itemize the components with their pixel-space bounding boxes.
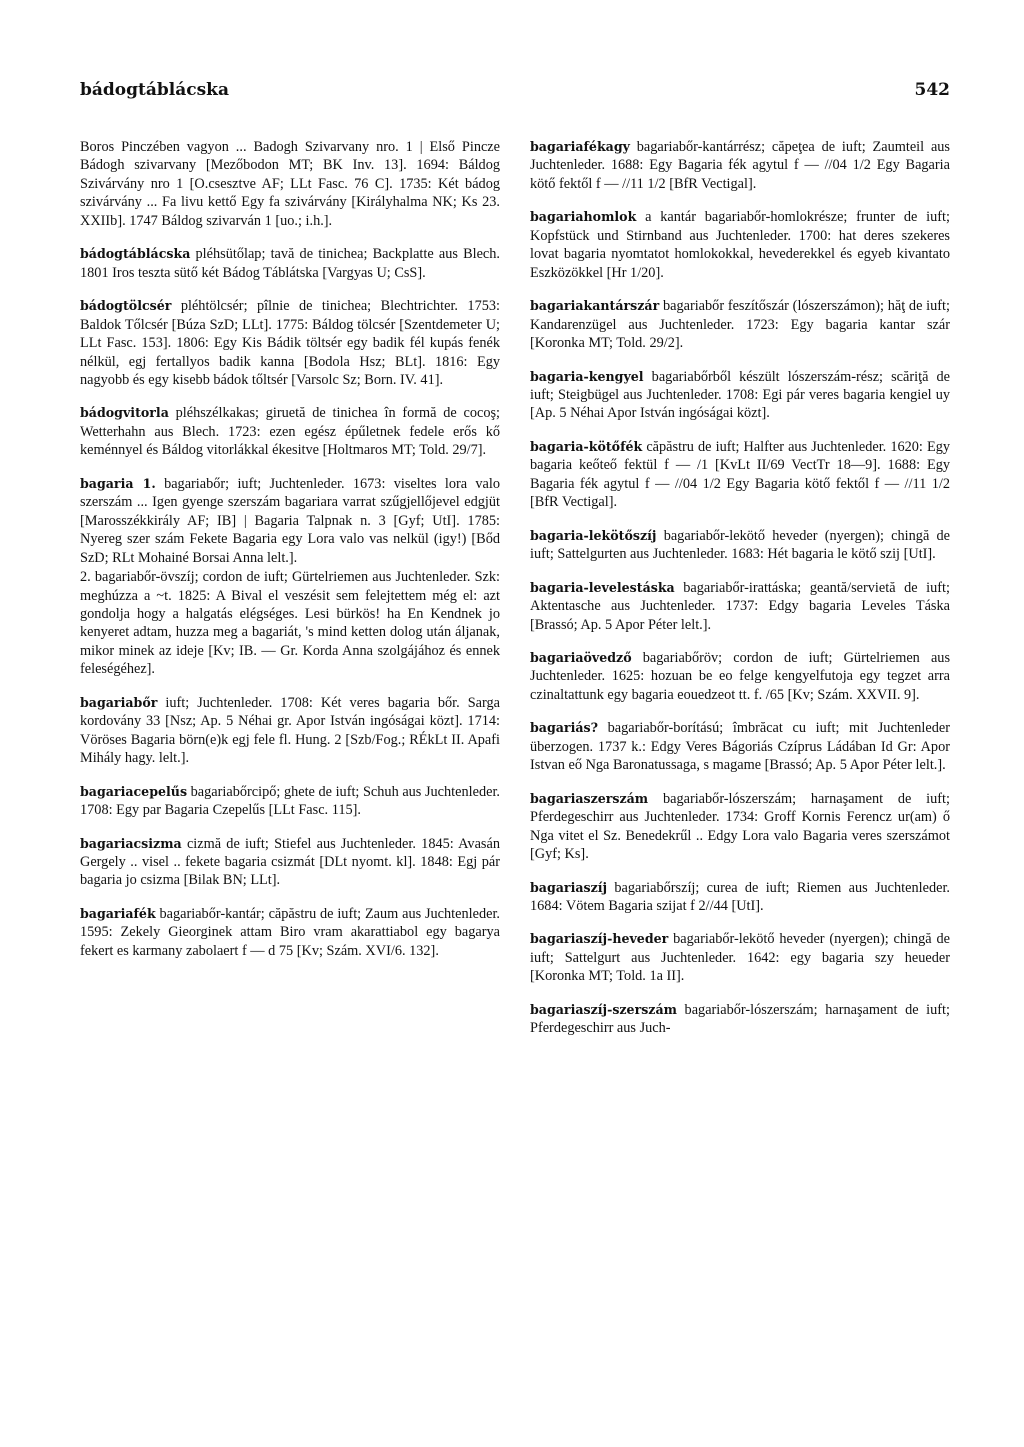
running-head: bádogtáblácska — [80, 80, 229, 100]
dictionary-entry — [530, 579, 950, 634]
entry-body: cizmă de iuft; Stiefel aus Juchtenleder. 1845: Avasán Gergely .. visel .. fekete bagaria csizmát [DLt nyomt. kl]. 1848: Egj pár bagaria jo csizma [Bilak BN; LLt]. — [80, 835, 500, 889]
page-header — [80, 80, 950, 100]
entry-headword: bagariaszíj-heveder — [530, 931, 669, 947]
dictionary-entry — [530, 930, 950, 985]
entry-body: bagariabőrszíj; curea de iuft; Riemen aus Juchtenleder. 1684: Vötem Bagaria szijat f 2//44 [UtI]. — [530, 879, 950, 914]
entry-headword: bagariabőr — [80, 694, 158, 710]
dictionary-entry — [80, 138, 500, 230]
dictionary-entry — [80, 694, 500, 768]
entry-headword: bagariafék — [80, 905, 156, 921]
dictionary-entry — [530, 297, 950, 352]
entry-body: iuft; Juchtenleder. 1708: Két veres bagaria bőr. Sarga kordovány 33 [Nsz; Ap. 5 Néhai gr. Apor István ingóságai közt]. 1714: Vöröses Bagaria börn(e)k egj fele fl. Hung. 2 [Szb/Fog.; RÉkLt II. Apafi Mihály hagy. lelt.]. — [80, 694, 501, 767]
entry-body: a kantár bagariabőr-homlokrésze; frunter de iuft; Kopfstück und Stirnband aus Juchtenleder. 1700: hat deres szekeres lovat bagaria nyomtatot homlokokkal, hevederekkel és egyeb kivantato Eszközökkel [Hr 1/20]. — [530, 209, 950, 281]
dictionary-entry — [80, 905, 500, 960]
dictionary-entry — [530, 790, 950, 864]
dictionary-entry — [80, 297, 500, 389]
entry-body: bagariabőr-kantárrész; căpeţea de iuft; Zaumteil aus Juchtenleder. 1688: Egy Bagaria fék agytul f — //04 1/2 Egy Bagaria kötő fektől f — //11 1/2 [BfR Vectigal]. — [530, 139, 950, 192]
entry-headword: bagariahomlok — [530, 209, 637, 225]
entry-headword: bagariacsizma — [80, 835, 182, 851]
entry-headword: bádogvitorla — [80, 405, 169, 421]
entry-headword: bagaria-lekötőszíj — [530, 527, 657, 543]
dictionary-entry — [530, 879, 950, 916]
left-column — [80, 138, 500, 975]
entry-headword: bagaria-levelestáska — [530, 579, 675, 595]
entry-headword: bádogtáblácska — [80, 246, 191, 262]
entry-headword: bagariás? — [530, 720, 598, 736]
entry-body: pléhsütőlap; tavă de tinichea; Backplatte aus Blech. 1801 Iros teszta sütő két Bádog Táblátska [Vargyas U; CsS]. — [80, 246, 500, 281]
entry-body: căpăstru de iuft; Halfter aus Juchtenleder. 1620: Egy bagaria keőteő fektül f — /1 [KvLt II/69 VectTr 18—9]. 1688: Egy Bagaria fék agytul f — //04 1/2 Egy Bagaria kötő fektől f — //11 1/2 [BfR Vectigal]. — [530, 438, 950, 511]
dictionary-entry — [530, 527, 950, 564]
entry-body: bagariabőr-lószerszám; harnaşament de iuft; Pferdegeschirr aus Juchtenleder. 1734: Groff Kornis Ferencz ur(am) ő Nga vitet el Sz. Benedekrűl .. Edgy Lora valo Bagaria veres szerszámot [Gyf; Ks]. — [530, 790, 951, 863]
dictionary-entry — [80, 245, 500, 282]
entry-headword: bagariafékagy — [530, 139, 630, 154]
entry-body: bagariabőr-borítású; îmbrăcat cu iuft; mit Juchtenleder überzogen. 1737 k.: Edgy Veres Bágoriás Czíprus Ládában Id Gr: Apor Istvan eő Nga Baronatussaga, s magame [Brassó; Ap. 5 Apor Péter lelt.]. — [530, 720, 950, 774]
entry-body: bagariabőr-lekötő heveder (nyergen); chingă de iuft; Sattelgurten aus Juchtenleder. 1683: Hét bagaria le kötő szij [UtI]. — [530, 527, 950, 563]
dictionary-entry — [80, 835, 500, 890]
entry-headword: bagariaszíj-szerszám — [530, 1001, 677, 1017]
entry-body: pléhszélkakas; giruetă de tinichea în formă de cocoş; Wetterhahn aus Blech. 1723: ezen egész épűletnek fedele erős kő keménnyel és Báldog vitorlákkal ékesitve [Holtmaros MT; Told. 29/7]. — [80, 405, 500, 459]
page-number: 542 — [914, 80, 950, 100]
entry-body: bagariabőr-irattáska; geantă/servietă de iuft; Aktentasche aus Juchtenleder. 1737: Edgy bagaria Leveles Táska [Brassó; Ap. 5 Apor Péter lelt.]. — [530, 579, 950, 633]
dictionary-entry — [530, 208, 950, 282]
entry-headword: bádogtölcsér — [80, 298, 172, 314]
entry-headword: bagaria 1. — [80, 475, 156, 491]
entry-headword: bagaria-kengyel — [530, 368, 644, 384]
entry-body: bagariabőr-lekötő heveder (nyergen); chingă de iuft; Sattelgurt aus Juchtenleder. 1642: egy bagaria szy heueder [Koronka MT; Told. 1a II]. — [530, 931, 950, 985]
dictionary-entry — [80, 404, 500, 459]
dictionary-entry — [530, 368, 950, 423]
entry-headword: bagariaszíj — [530, 879, 608, 895]
entry-body: bagariabőr feszítőszár (lószerszámon); hăţ de iuft; Kandarenzügel aus Juchtenleder. 1723: Egy bagaria kantar szár [Koronka MT; Told. 29/2]. — [530, 298, 950, 352]
dictionary-entry — [80, 568, 500, 679]
right-column — [530, 138, 950, 1053]
dictionary-entry — [530, 138, 950, 193]
entry-headword: bagaria-kötőfék — [530, 438, 643, 454]
entry-body: Boros Pinczében vagyon ... Badogh Szivarvany nro. 1 | Első Pincze Bádogh szivarvany [Mezőbodon MT; BK Inv. 13]. 1694: Báldog Szivárvány nro 1 [O.csesztve AF; LLt Fasc. 76 C]. 1735: Két bádog szivárvány ... Fa livu kettő Egy fa szivárvány [Királyhalma NK; Ks 23. XXIIb]. 1747 Báldog szivarván 1 [uo.; i.h.]. — [80, 139, 500, 229]
entry-body: bagariabőr-lószerszám; harnaşament de iuft; Pferdegeschirr aus Juch- — [530, 1001, 951, 1037]
entry-body: 2. bagariabőr-övszíj; cordon de iuft; Gürtelriemen aus Juchtenleder. Szk: meghúzza a ~t. 1825: A Bival el veszésit sem felejtettem még el: azt gondolja hogy a halgatás elégséges. Lesi bürkös! ha En Kendnek jo kenyeret adtam, huzza meg a bagariát, 's mind ketten dolog után áljanak, mikor minek az ideje [Kv; IB. — Gr. Korda Anna szolgájához és ennek feleségéhez]. — [80, 569, 500, 678]
entry-headword: bagariacepelűs — [80, 783, 188, 799]
entry-body: bagariabőr-kantár; căpăstru de iuft; Zaum aus Juchtenleder. 1595: Zekely Gieorginek attam Biro vram akarattiabol egy bagarya fekert es karmany zabolaert f — d 75 [Kv; Szám. XVI/6. 132]. — [80, 905, 501, 959]
dictionary-entry — [80, 783, 500, 820]
entry-body: bagariabőrcipő; ghete de iuft; Schuh aus Juchtenleder. 1708: Egy par Bagaria Czepelűs [LLt Fasc. 115]. — [80, 783, 500, 819]
entry-body: bagariabőröv; cordon de iuft; Gürtelriemen aus Juchtenleder. 1625: hozuan be eo felge kengyelfutoja egy tegzet arra czinaltattunk egy bagaria eouedzeot tt. f. /65 [Kv; Szám. XXVII. 9]. — [530, 649, 951, 703]
entry-body: bagariabőrből készült lószerszám-rész; scăriţă de iuft; Steigbügel aus Juchtenleder. 1708: Egi pár veres bagaria kengiel uy [Ap. 5 Néhai Apor István ingóságai közt]. — [530, 368, 951, 422]
dictionary-entry — [530, 719, 950, 774]
entry-headword: bagariaövedző — [530, 649, 632, 665]
entry-headword: bagariakantárszár — [530, 298, 660, 314]
dictionary-entry — [80, 475, 500, 567]
entry-headword: bagariaszerszám — [530, 790, 649, 806]
entry-body: pléhtölcsér; pîlnie de tinichea; Blechtrichter. 1753: Baldok Tőlcsér [Búza SzD; LLt]. 1775: Báldog tölcsér [Szentdemeter U; LLt Fasc. 153]. 1806: Egy Kis Bádik töltsér egy badik fél kupás fenék nélkül, egj fertallyos badik kanna [Bodola Hsz; BLt]. 1816: Egy nagyobb és egy kisebb bádok tőltsér [Varsolc Sz; Born. IV. 41]. — [80, 298, 500, 388]
dictionary-entry — [530, 649, 950, 704]
entry-body: bagariabőr; iuft; Juchtenleder. 1673: viseltes lora valo szerszám ... Igen gyenge szerszám bagariara varrat szűgjellőjevel edgjüt [Marosszékkirály AF; IB] | Bagaria Talpnak n. 3 [Gyf; UtI]. 1785: Nyereg szer szám Fekete Bagaria egy Lora valo vas nelkül (igy!) [Bőd SzD; RLt Mohainé Borsai Anna lelt.]. — [80, 475, 501, 566]
dictionary-entry — [530, 1001, 950, 1038]
dictionary-entry — [530, 438, 950, 512]
